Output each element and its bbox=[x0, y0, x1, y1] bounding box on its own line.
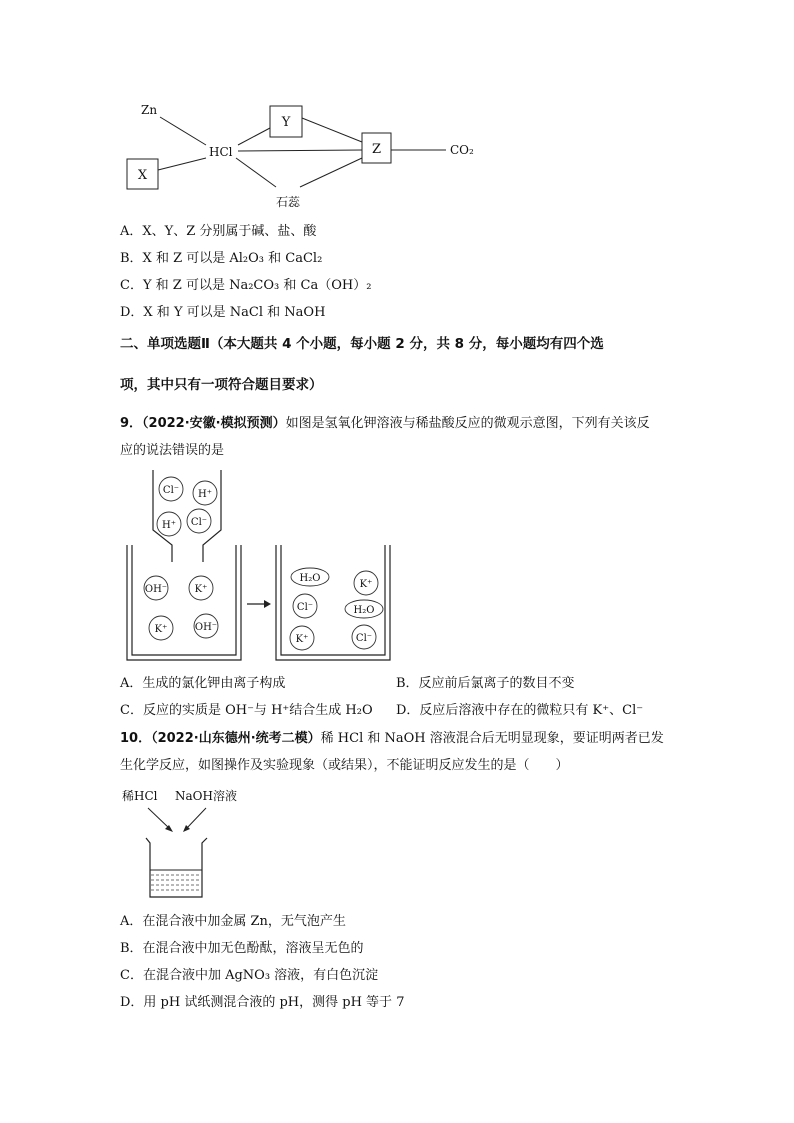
arrow-naoh bbox=[186, 808, 206, 829]
q9-option-d: D．反应后溶液中存在的微粒只有 K⁺、Cl⁻ bbox=[396, 703, 644, 718]
q10-option-d: D．用 pH 试纸测混合液的 pH，测得 pH 等于 7 bbox=[120, 995, 405, 1010]
ion-label-k-right-1: K⁺ bbox=[359, 579, 373, 590]
q9-stem-line1 bbox=[120, 415, 650, 433]
label-naoh-solution: NaOH溶液 bbox=[175, 789, 237, 803]
q8-option-a: A．X、Y、Z 分别属于碱、盐、酸 bbox=[120, 224, 317, 239]
q9-stem-text1: 如图是氢氧化钾溶液与稀盐酸反应的微观示意图，下列有关该反 bbox=[285, 416, 650, 431]
q8-option-b: B．X 和 Z 可以是 Al₂O₃ 和 CaCl₂ bbox=[120, 251, 323, 266]
q9-stem-line2: 应的说法错误的是 bbox=[120, 443, 225, 458]
ion-label-oh-left-2: OH⁻ bbox=[194, 622, 218, 633]
q9-option-c: C．反应的实质是 OH⁻与 H⁺结合生成 H₂O bbox=[120, 703, 373, 718]
label-z: Z bbox=[371, 142, 382, 157]
beaker-left-inner bbox=[132, 545, 236, 655]
ion-label-k-left-2: K⁺ bbox=[154, 624, 168, 635]
q10-stem-text1: 稀 HCl 和 NaOH 溶液混合后无明显现象，要证明两者已发 bbox=[320, 731, 664, 746]
q8-relationship-diagram bbox=[0, 0, 794, 220]
ion-label-cl-funnel-2: Cl⁻ bbox=[190, 517, 208, 528]
molecule-label-h2o-1: H₂O bbox=[299, 573, 321, 584]
line-hcl-y bbox=[238, 128, 270, 145]
ion-label-h-funnel-2: H⁺ bbox=[162, 520, 176, 531]
liquid-hatching bbox=[151, 875, 201, 890]
q9-option-b: B．反应前后氯离子的数目不变 bbox=[396, 676, 575, 691]
label-hcl: HCl bbox=[209, 145, 233, 159]
ion-label-cl-right-1: Cl⁻ bbox=[296, 602, 314, 613]
line-zn-hcl bbox=[160, 117, 206, 145]
q10-source: 10．（2022·山东德州·统考二模） bbox=[120, 731, 321, 746]
molecule-label-h2o-2: H₂O bbox=[353, 605, 375, 616]
line-litmus-z bbox=[300, 158, 362, 187]
line-hcl-z bbox=[238, 150, 362, 151]
q9-reaction-diagram bbox=[0, 460, 794, 670]
section2-heading-line1: 二、单项选题Ⅱ（本大题共 4 个小题，每小题 2 分，共 8 分，每小题均有四个选 bbox=[120, 336, 604, 352]
label-dilute-hcl: 稀HCl bbox=[122, 789, 158, 803]
beaker-left-outer bbox=[127, 545, 241, 660]
q8-option-d: D．X 和 Y 可以是 NaCl 和 NaOH bbox=[120, 305, 326, 320]
label-x: X bbox=[137, 168, 148, 183]
ion-label-oh-left-1: OH⁻ bbox=[144, 584, 168, 595]
mixing-beaker bbox=[146, 838, 207, 897]
q10-stem-line1 bbox=[120, 730, 664, 748]
ion-label-k-right-2: K⁺ bbox=[295, 634, 309, 645]
q10-beaker-diagram bbox=[0, 780, 794, 905]
line-hcl-litmus bbox=[236, 158, 276, 187]
q10-option-c: C．在混合液中加 AgNO₃ 溶液，有白色沉淀 bbox=[120, 968, 379, 983]
line-x-hcl bbox=[158, 158, 206, 170]
q10-stem-line2: 生化学反应，如图操作及实验现象（或结果），不能证明反应发生的是（ ） bbox=[120, 758, 569, 773]
arrow-hcl bbox=[148, 808, 170, 829]
section2-heading-line2: 项，其中只有一项符合题目要求） bbox=[120, 377, 323, 393]
label-y: Y bbox=[281, 115, 291, 130]
q9-source: 9．（2022·安徽·模拟预测） bbox=[120, 416, 286, 431]
ion-label-cl-funnel-1: Cl⁻ bbox=[162, 485, 180, 496]
ion-label-cl-right-2: Cl⁻ bbox=[355, 633, 373, 644]
reaction-arrow-head bbox=[264, 600, 271, 608]
label-litmus: 石蕊 bbox=[275, 195, 301, 209]
q10-option-b: B．在混合液中加无色酚酞，溶液呈无色的 bbox=[120, 941, 364, 956]
q10-option-a: A．在混合液中加金属 Zn，无气泡产生 bbox=[120, 914, 346, 929]
label-co2: CO₂ bbox=[450, 143, 474, 157]
q8-option-c: C．Y 和 Z 可以是 Na₂CO₃ 和 Ca（OH）₂ bbox=[120, 278, 372, 293]
ion-label-k-left-1: K⁺ bbox=[194, 584, 208, 595]
ion-label-h-funnel-1: H⁺ bbox=[198, 489, 212, 500]
line-y-z bbox=[302, 118, 362, 142]
label-zn: Zn bbox=[141, 103, 158, 117]
q9-option-a: A．生成的氯化钾由离子构成 bbox=[120, 676, 286, 691]
